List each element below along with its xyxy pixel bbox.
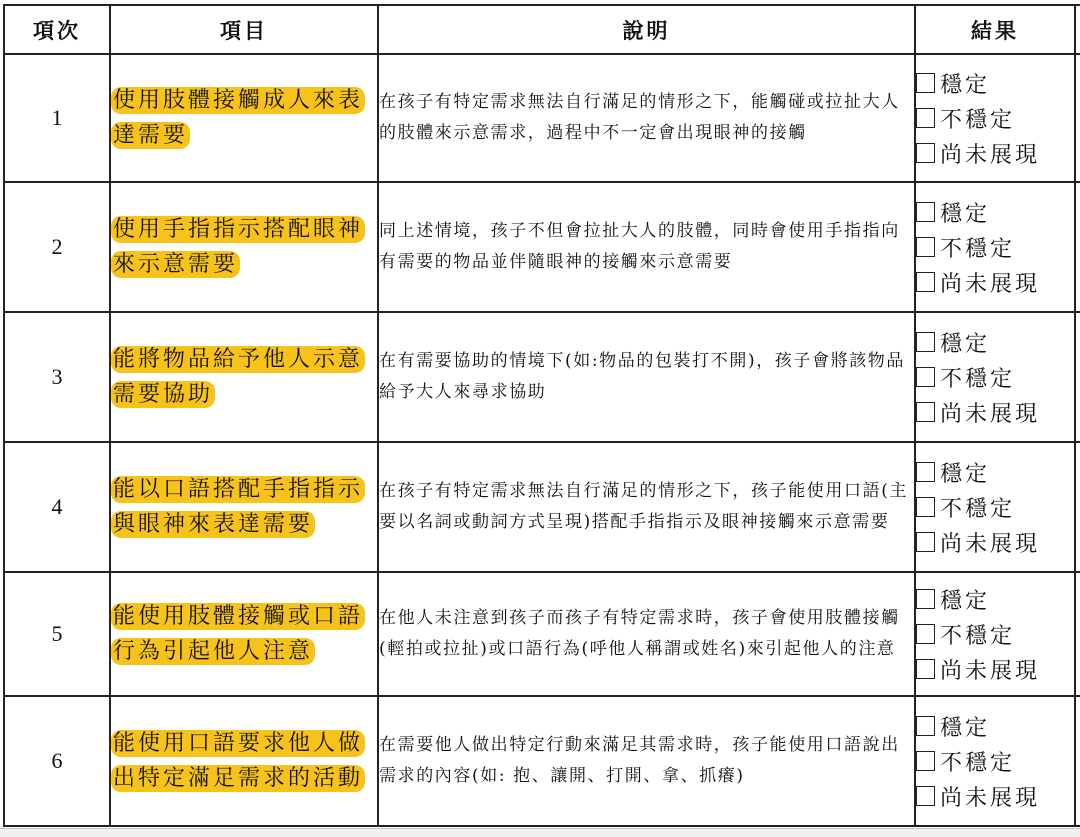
row-description: 在需要他人做出特定行動來滿足其需求時，孩子能使用口語說出需求的內容(如: 抱、讓開、打開、拿、抓癢) [378,696,915,826]
result-option-not-yet[interactable] [916,265,1074,300]
not-yet-checkbox[interactable] [916,786,935,806]
result-option-not-yet[interactable] [916,525,1074,560]
row-item [110,572,378,696]
row-item-label: 能使用口語要求他人做出特定滿足需求的活動 [113,731,364,791]
header-extra [1075,5,1080,54]
not-yet-checkbox[interactable] [916,272,935,292]
not-yet-checkbox[interactable] [916,143,935,163]
result-option-unstable[interactable] [916,617,1074,652]
row-index: 4 [4,442,110,572]
unstable-checkbox[interactable] [916,108,935,128]
row-item-label: 能使用肢體接觸或口語行為引起他人注意 [113,604,364,664]
result-option-stable[interactable] [916,325,1074,360]
not-yet-label: 尚未展現 [940,401,1041,427]
not-yet-checkbox[interactable] [916,659,935,679]
result-option-stable[interactable] [916,709,1074,744]
stable-label: 穩定 [940,588,991,614]
status-strip [0,828,1080,837]
result-option-not-yet[interactable] [916,779,1074,814]
header-description: 說明 [378,5,915,54]
row-item [110,312,378,442]
row-item [110,696,378,826]
table-row [4,182,1080,312]
row-result [915,572,1075,696]
row-extra [1075,312,1080,442]
not-yet-checkbox[interactable] [916,532,935,552]
row-result [915,312,1075,442]
stable-checkbox[interactable] [916,73,935,93]
unstable-label: 不穩定 [940,623,1016,649]
result-option-unstable[interactable] [916,744,1074,779]
unstable-label: 不穩定 [940,366,1016,392]
row-item-label: 使用肢體接觸成人來表達需要 [113,88,364,148]
row-index: 6 [4,696,110,826]
not-yet-checkbox[interactable] [916,402,935,422]
result-option-not-yet[interactable] [916,136,1074,171]
not-yet-label: 尚未展現 [940,271,1041,297]
unstable-checkbox[interactable] [916,751,935,771]
stable-label: 穩定 [940,715,991,741]
table-row [4,696,1080,826]
row-extra [1075,442,1080,572]
unstable-checkbox[interactable] [916,367,935,387]
header-result: 結果 [915,5,1075,54]
table-row [4,572,1080,696]
stable-checkbox[interactable] [916,202,935,222]
result-option-stable[interactable] [916,66,1074,101]
row-result [915,182,1075,312]
result-option-stable[interactable] [916,195,1074,230]
stable-checkbox[interactable] [916,589,935,609]
row-description: 在孩子有特定需求無法自行滿足的情形之下，能觸碰或拉扯大人的肢體來示意需求，過程中不一定會出現眼神的接觸 [378,54,915,182]
row-description: 在孩子有特定需求無法自行滿足的情形之下，孩子能使用口語(主要以名詞或動詞方式呈現)搭配手指指示及眼神接觸來示意需要 [378,442,915,572]
row-index: 5 [4,572,110,696]
row-index: 3 [4,312,110,442]
table-row [4,442,1080,572]
result-option-stable[interactable] [916,455,1074,490]
row-description: 在他人未注意到孩子而孩子有特定需求時，孩子會使用肢體接觸(輕拍或拉扯)或口語行為(呼他人稱謂或姓名)來引起他人的注意 [378,572,915,696]
row-index: 2 [4,182,110,312]
unstable-label: 不穩定 [940,750,1016,776]
table-row [4,54,1080,182]
row-result [915,54,1075,182]
stable-label: 穩定 [940,331,991,357]
unstable-label: 不穩定 [940,496,1016,522]
unstable-label: 不穩定 [940,236,1016,262]
unstable-checkbox[interactable] [916,624,935,644]
unstable-checkbox[interactable] [916,237,935,257]
not-yet-label: 尚未展現 [940,658,1041,684]
result-option-unstable[interactable] [916,490,1074,525]
result-option-unstable[interactable] [916,101,1074,136]
row-description: 在有需要協助的情境下(如:物品的包裝打不開)，孩子會將該物品給予大人來尋求協助 [378,312,915,442]
not-yet-label: 尚未展現 [940,142,1041,168]
header-item: 項目 [110,5,378,54]
stable-label: 穩定 [940,461,991,487]
table-header-row [4,5,1080,54]
result-option-unstable[interactable] [916,360,1074,395]
row-item [110,182,378,312]
row-description: 同上述情境，孩子不但會拉扯大人的肢體，同時會使用手指指向有需要的物品並伴隨眼神的接觸來示意需要 [378,182,915,312]
row-index: 1 [4,54,110,182]
stable-label: 穩定 [940,201,991,227]
header-index: 項次 [4,5,110,54]
row-item [110,442,378,572]
row-result [915,442,1075,572]
stable-checkbox[interactable] [916,332,935,352]
row-item-label: 使用手指指示搭配眼神來示意需要 [113,217,364,277]
row-item-label: 能以口語搭配手指指示與眼神來表達需要 [113,477,364,537]
stable-checkbox[interactable] [916,462,935,482]
result-option-not-yet[interactable] [916,652,1074,687]
result-option-not-yet[interactable] [916,395,1074,430]
result-option-unstable[interactable] [916,230,1074,265]
row-item [110,54,378,182]
not-yet-label: 尚未展現 [940,785,1041,811]
stable-checkbox[interactable] [916,716,935,736]
row-extra [1075,572,1080,696]
row-extra [1075,182,1080,312]
unstable-checkbox[interactable] [916,497,935,517]
row-item-label: 能將物品給予他人示意需要協助 [113,347,364,407]
row-extra [1075,696,1080,826]
stable-label: 穩定 [940,72,991,98]
table-row [4,312,1080,442]
result-option-stable[interactable] [916,582,1074,617]
unstable-label: 不穩定 [940,107,1016,133]
assessment-table [3,4,1080,827]
row-result [915,696,1075,826]
row-extra [1075,54,1080,182]
not-yet-label: 尚未展現 [940,531,1041,557]
